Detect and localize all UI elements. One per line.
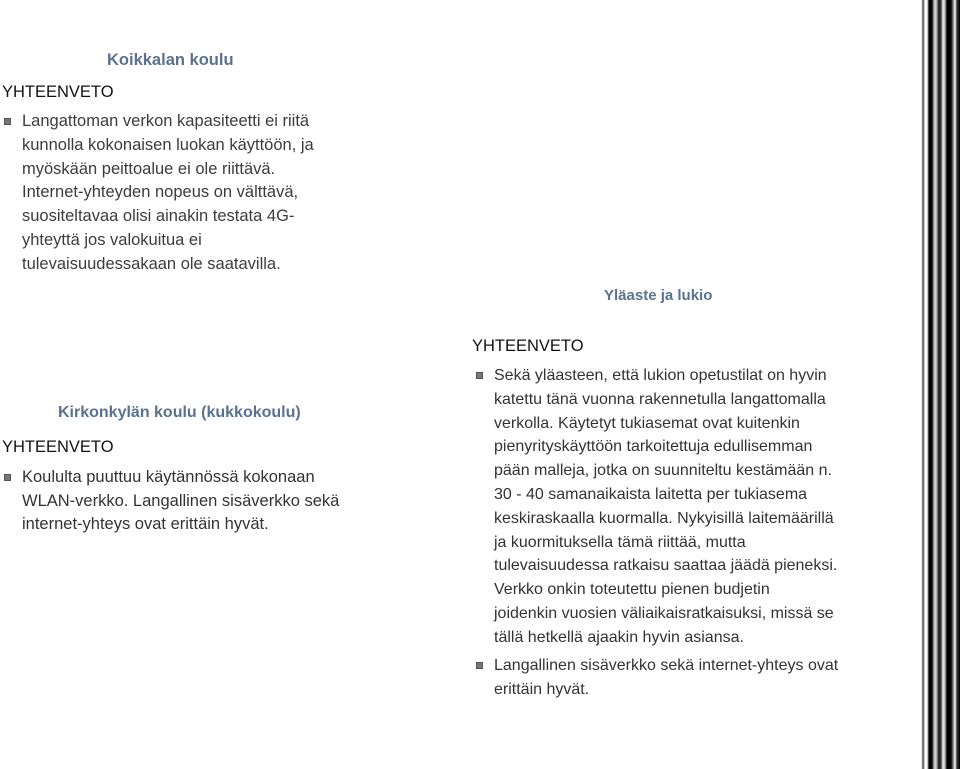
square-bullet-icon [476,372,483,379]
summary-label: YHTEENVETO [2,83,114,101]
square-bullet-icon [4,118,11,125]
bullet-item [476,654,838,702]
bullet-item [476,364,837,650]
bullet-text-line: joidenkin vuosien väliaikaisratkaisuksi, missä se [494,604,834,622]
decorative-stripe-border [918,0,960,769]
bullet-item [4,110,314,277]
bullet-text-line: tulevaisuudessakaan ole saatavilla. [22,254,281,273]
bullet-text-line: suositeltavaa olisi ainakin testata 4G- [22,207,295,226]
section-title: Kirkonkylän koulu (kukkokoulu) [58,404,301,421]
bullet-text-line: pään malleja, jotka on suunniteltu kestämään n. [494,462,832,480]
bullet-text-line: internet-yhteys ovat erittäin hyvät. [22,515,269,533]
section-title: Yläaste ja lukio [604,287,713,304]
bullet-text-line: tällä hetkellä ajaakin hyvin asiansa. [494,628,744,646]
section-title: Koikkalan koulu [107,51,234,69]
bullet-text-line: pienyrityskäyttöön tarkoitettuja edullisemman [494,438,813,456]
bullet-text-line: Sekä yläasteen, että lukion opetustilat on hyvin [494,367,827,384]
summary-label: YHTEENVETO [2,438,114,456]
bullet-text-line: Internet-yhteyden nopeus on välttävä, [22,183,299,202]
bullet-text-line: WLAN-verkko. Langallinen sisäverkko sekä [22,491,340,510]
bullet-text-line: ja kuormituksella tämä riittää, mutta [494,533,746,551]
bullet-text-line: myöskään peittoalue ei ole riittävä. [22,159,276,178]
bullet-text-line: Koululta puuttuu käytännössä kokonaan [22,468,315,486]
bullet-text-line: yhteyttä jos valokuitua ei [22,230,202,249]
bullet-text-line: Langattoman verkon kapasiteetti ei riitä [22,112,310,130]
bullet-text-line: kunnolla kokonaisen luokan käyttöön, ja [22,135,314,154]
bullet-text-line: tulevaisuudessa ratkaisu saattaa jäädä pieneksi. [494,557,838,575]
bullet-text-line: Verkko onkin toteutettu pienen budjetin [494,581,770,599]
bullet-text-line: verkolla. Käytetyt tukiasemat ovat kuitenkin [494,414,800,432]
bullet-text-line: 30 - 40 samanaikaista laitetta per tukiasema [494,485,808,503]
square-bullet-icon [476,662,483,669]
bullet-text-line: erittäin hyvät. [494,680,590,698]
square-bullet-icon [4,474,11,481]
bullet-text-line: keskiraskaalla kuormalla. Nykyisillä laitemäärillä [494,509,834,527]
bullet-text-line: katettu tänä vuonna rakennetulla langattomalla [494,390,826,408]
summary-label: YHTEENVETO [472,337,584,355]
bullet-item [4,466,339,537]
bullet-text-line: Langallinen sisäverkko sekä internet-yhteys ovat [494,657,839,674]
